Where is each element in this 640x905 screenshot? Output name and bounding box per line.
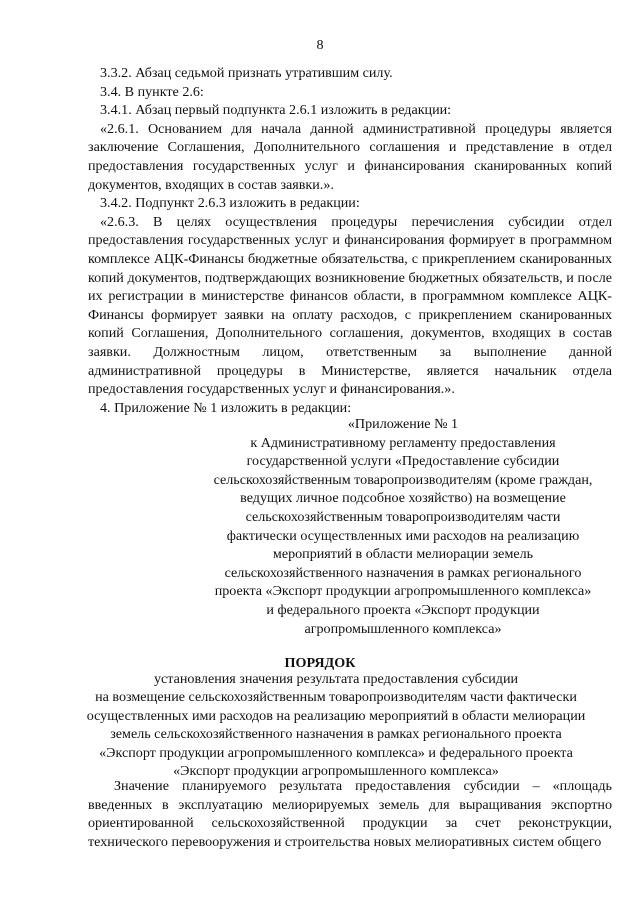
order-line: на возмещение сельскохозяйственным товаропроизводителям части фактически: [95, 689, 577, 706]
paragraph-3-4: 3.4. В пункте 2.6:: [100, 83, 204, 100]
appendix-header: [210, 415, 596, 638]
appendix-line: ведущих личное подсобное хозяйство) на возмещение: [240, 490, 566, 507]
amendments-text: [88, 64, 612, 417]
appendix-line: проекта «Экспорт продукции агропромышленного комплекса»: [214, 583, 592, 600]
appendix-line: «Приложение № 1: [347, 416, 459, 432]
paragraph-4: 4. Приложение № 1 изложить в редакции:: [100, 399, 352, 416]
quote-2-6-1: «2.6.1. Основанием для начала данной административной процедуры является заключение Соглашения, Дополнительного соглашения и представление в отдел предоставления государственных услуг и финансирования сканированных копий документов, входящих в состав заявки.».: [88, 120, 612, 193]
paragraph-3-4-1: 3.4.1. Абзац первый подпункта 2.6.1 изложить в редакции:: [100, 102, 452, 119]
paragraph-3-3-2: 3.3.2. Абзац седьмой признать утратившим силу.: [100, 65, 393, 81]
page-number: 8: [316, 37, 324, 53]
appendix-line: сельскохозяйственным товаропроизводителям (кроме граждан,: [213, 471, 593, 488]
order-line: «Экспорт продукции агропромышленного комплекса»: [173, 763, 499, 780]
appendix-line: сельскохозяйственного назначения в рамках регионального: [224, 564, 582, 581]
quote-2-6-3: «2.6.3. В целях осуществления процедуры перечисления субсидии отдел предоставления государственных услуг и финансирования формирует в программном комплексе АЦК-Финансы бюджетные обязательства, с прикреплением сканированных копий документов, подтверждающих возникновение бюджетных обязательств, и после их регистрации в министерстве финансов области, в программном комплексе АЦК-Финансы формирует заявки на оплату расходов, с прикреплением сканированных копий Соглашения, Дополнительного соглашения, документов, входящих в состав заявки. Должностным лицом, ответственным за выполнение данной административной процедуры в Министерстве, является начальник отдела предоставления государственных услуг и финансирования.».: [88, 213, 612, 398]
order-line: «Экспорт продукции агропромышленного комплекса» и федерального проекта: [99, 744, 573, 761]
order-line: осуществленных ими расходов на реализацию мероприятий в области мелиорации: [86, 707, 586, 724]
appendix-line: фактически осуществленных ими расходов на реализацию: [226, 527, 580, 544]
paragraph-3-4-2: 3.4.2. Подпункт 2.6.3 изложить в редакции:: [100, 195, 360, 212]
appendix-line: государственной услуги «Предоставление субсидии: [246, 453, 560, 470]
final-paragraph: Значение планируемого результата предоставления субсидии – «площадь введенных в эксплуатацию мелиорируемых земель для выращивания экспортно ориентированной сельскохозяйственной продукции за счет реконструкции, технического перевооружения и строительства новых мелиоративных систем общего: [88, 778, 612, 850]
appendix-line: агропромышленного комплекса»: [304, 620, 502, 637]
order-line: установления значения результата предоставления субсидии: [153, 671, 519, 687]
appendix-line: к Административному регламенту предоставления: [250, 434, 556, 451]
appendix-line: мероприятий в области мелиорации земель: [272, 546, 534, 563]
section-title: ПОРЯДОК: [284, 655, 356, 671]
appendix-line: и федерального проекта «Экспорт продукции: [266, 601, 540, 618]
order-line: земель сельскохозяйственного назначения в рамках регионального проекта: [110, 726, 562, 743]
final-paragraph-block: [88, 777, 612, 851]
appendix-line: сельскохозяйственным товаропроизводителям части: [245, 508, 561, 525]
order-subtitle: [72, 670, 600, 780]
